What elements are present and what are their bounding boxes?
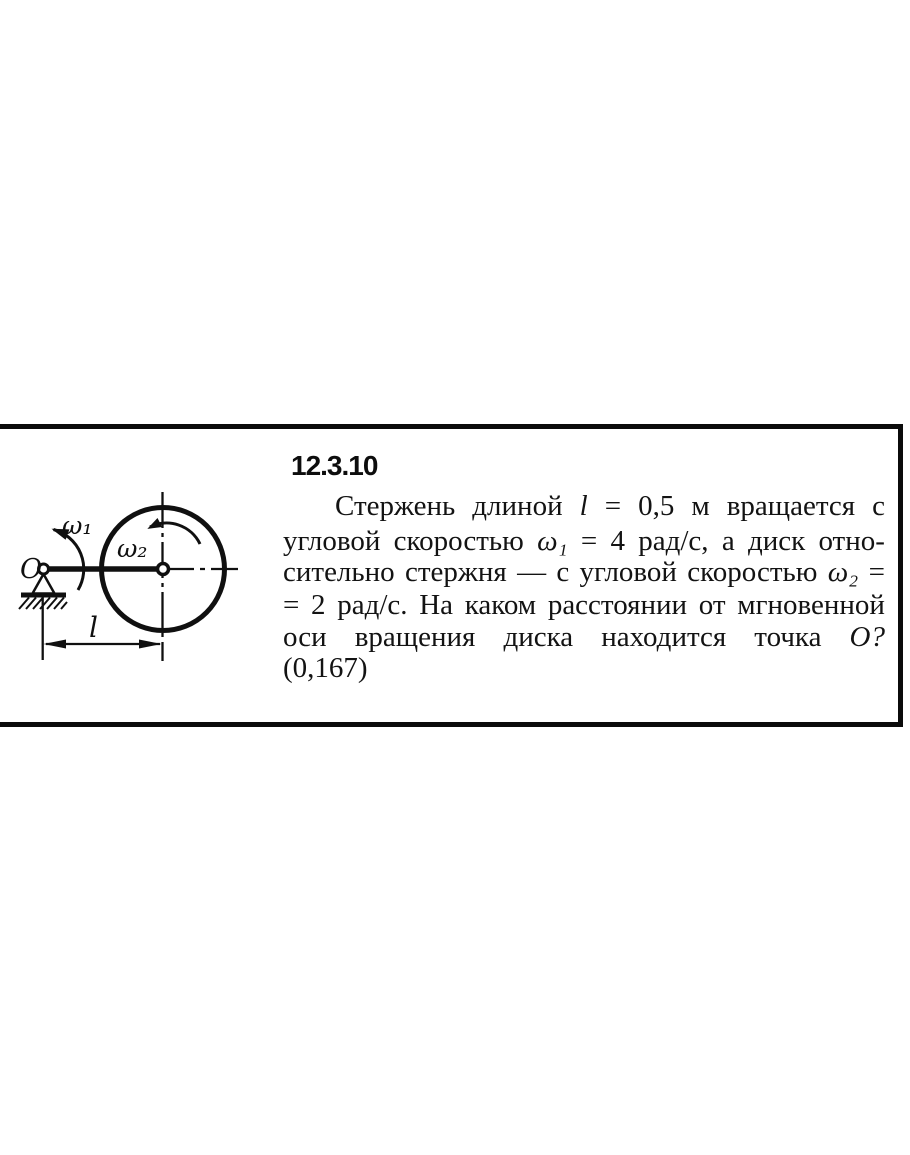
word: Стержень bbox=[335, 490, 456, 522]
point-O-label: O bbox=[20, 554, 43, 585]
word: диск bbox=[747, 525, 806, 557]
word: 2 bbox=[311, 589, 326, 621]
word: сительно bbox=[283, 556, 395, 588]
text-line: (0,167) bbox=[283, 652, 368, 684]
text-line bbox=[283, 556, 885, 589]
word: с bbox=[556, 556, 570, 588]
dimension-arrow-left bbox=[44, 640, 67, 649]
word: рад/с, bbox=[638, 525, 709, 557]
word: мгновенной bbox=[737, 589, 885, 621]
word: находится bbox=[601, 621, 727, 653]
text-line bbox=[283, 525, 885, 558]
word: отно- bbox=[818, 525, 885, 557]
text-line bbox=[283, 490, 885, 523]
word: стержня bbox=[404, 556, 507, 588]
omega2-label: ω₂ bbox=[117, 534, 148, 563]
word: ω₁ bbox=[537, 525, 568, 557]
omega1-label: ω₁ bbox=[62, 511, 93, 540]
word: O? bbox=[849, 621, 885, 653]
word: 4 bbox=[610, 525, 625, 557]
problem-text bbox=[283, 478, 885, 693]
word: l bbox=[579, 490, 588, 522]
word: рад/с. bbox=[337, 589, 408, 621]
word: вращения bbox=[354, 621, 476, 653]
word: оси bbox=[283, 621, 327, 653]
length-label: l bbox=[89, 611, 98, 644]
word: длиной bbox=[472, 490, 563, 522]
word: = bbox=[283, 589, 300, 621]
word: угловой bbox=[283, 525, 381, 557]
word: от bbox=[698, 589, 726, 621]
word: а bbox=[721, 525, 735, 557]
word: — bbox=[517, 556, 547, 588]
word: каком bbox=[464, 589, 537, 621]
text-line bbox=[283, 621, 885, 654]
word: = bbox=[868, 556, 885, 588]
word: точка bbox=[754, 621, 822, 653]
word: расстоянии bbox=[547, 589, 688, 621]
disk-center-point bbox=[158, 564, 169, 575]
word: скоростью bbox=[393, 525, 524, 557]
dimension-arrow-right bbox=[139, 640, 162, 649]
word: = bbox=[604, 490, 622, 522]
mechanism-diagram bbox=[0, 483, 260, 678]
word: На bbox=[419, 589, 454, 621]
word: диска bbox=[503, 621, 574, 653]
word: с bbox=[872, 490, 885, 522]
word: угловой bbox=[579, 556, 677, 588]
word: скоростью bbox=[687, 556, 818, 588]
word: = bbox=[580, 525, 598, 557]
text-line bbox=[283, 589, 885, 622]
word: 0,5 bbox=[638, 490, 675, 522]
word: вращается bbox=[726, 490, 856, 522]
omega2-arrowhead bbox=[147, 518, 162, 529]
problem-number: 12.3.10 bbox=[291, 450, 378, 481]
word: м bbox=[691, 490, 710, 522]
word: ω₂ bbox=[827, 556, 859, 588]
